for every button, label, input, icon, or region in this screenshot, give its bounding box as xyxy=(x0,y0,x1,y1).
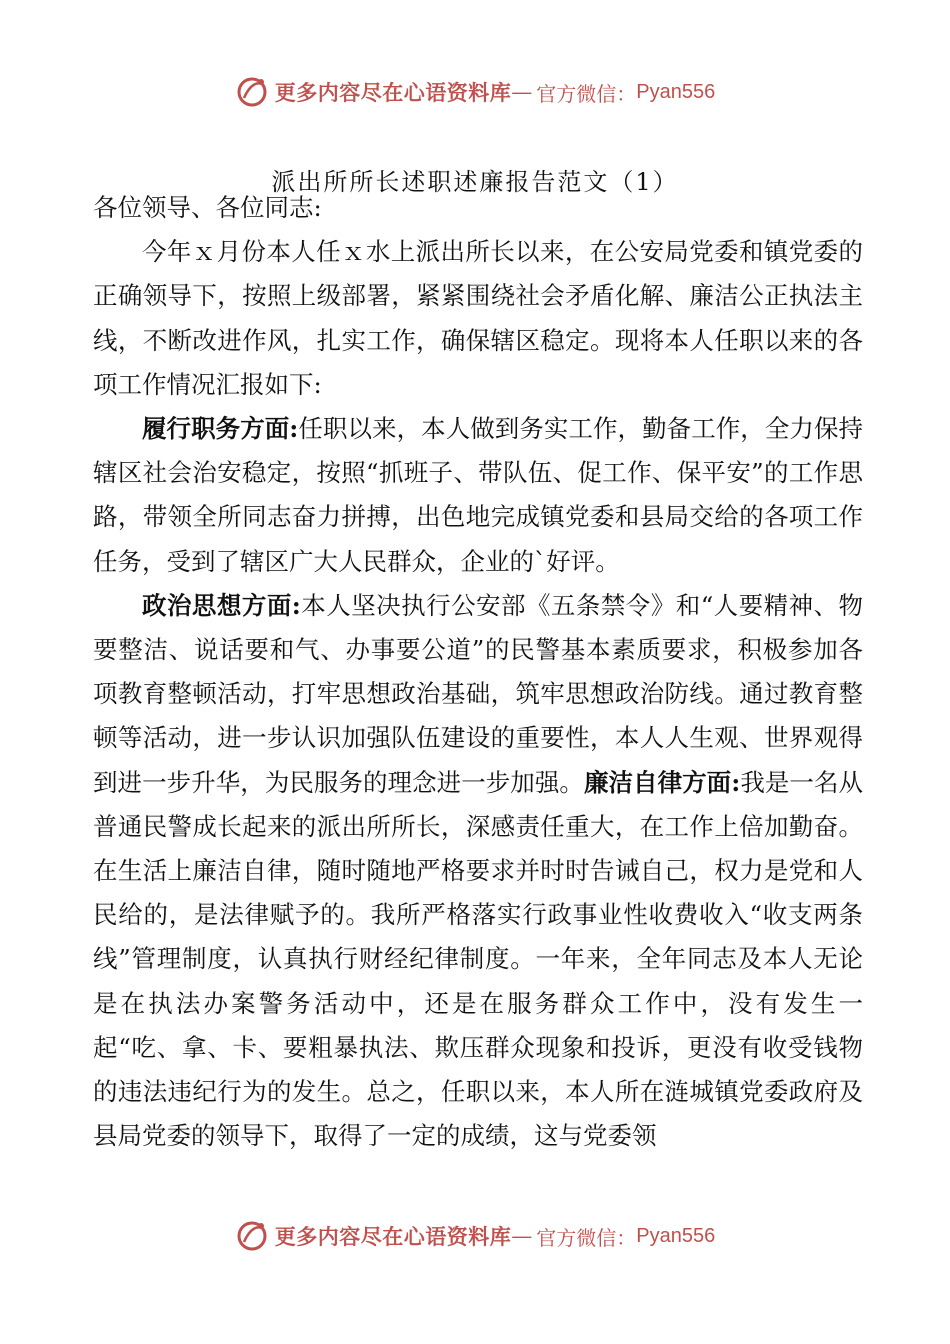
integrity-heading: 廉洁自律方面: xyxy=(583,767,741,797)
watermark-brand: 更多内容尽在心语资料库 xyxy=(274,1224,512,1249)
watermark-wechat-label: 官方微信： xyxy=(536,1225,637,1250)
watermark-brand: 更多内容尽在心语资料库 xyxy=(274,80,512,105)
document-title: 派出所所长述职述廉报告范文（1） xyxy=(271,168,679,196)
watermark-separator: — xyxy=(511,1224,533,1248)
integrity-text: 我是一名从普通民警成长起来的派出所所长，深感责任重大，在工作上倍加勤奋。在生活上廉洁自律，随时随地严格要求并时时告诫自己，权力是党和人民给的，是法律赋予的。我所严格落实行政事业性收费收入“收支两条线”管理制度，认真执行财经纪律制度。一年来，全年同志及本人无论是在执法办案警务活动中，还是在服务群众工作中，没有发生一起“吃、拿、卡、要粗暴执法、欺压群众现象和投诉，更没有收受钱物的违法违纪行为的发生。总之，任职以来，本人所在涟城镇党委政府及县局党委的领导下，取得了一定的成绩，这与党委领 xyxy=(93,767,863,1151)
watermark-wechat-label: 官方微信： xyxy=(536,81,637,106)
duty-text: 任职以来，本人做到务实工作，勤备工作，全力保持辖区社会治安稳定，按照“抓班子、带队伍、促工作、保平安”的工作思路，带领全所同志奋力拼搏，出色地完成镇党委和县局交给的各项工作任务，受到了辖区广大人民群众，企业的`好评。 xyxy=(93,414,864,576)
politics-heading: 政治思想方面: xyxy=(142,590,301,620)
duty-paragraph xyxy=(93,407,863,584)
intro-paragraph: 今年ｘ月份本人任ｘ水上派出所长以来，在公安局党委和镇党委的正确领导下，按照上级部署，紧紧围绕社会矛盾化解、廉洁公正执法主线，不断改进作风，扎实工作，确保辖区稳定。现将本人任职以来的各项工作情况汇报如下: xyxy=(93,237,863,399)
logo-icon xyxy=(235,74,271,110)
watermark-banner-top xyxy=(0,72,950,112)
duty-heading: 履行职务方面: xyxy=(142,414,299,444)
salutation: 各位领导、各位同志: xyxy=(93,193,322,222)
watermark-wechat-id: Pyan556 xyxy=(636,1224,716,1247)
politics-text: 本人坚决执行公安部《五条禁令》和“人要精神、物要整洁、说话要和气、办事要公道”的民警基本素质要求，积极参加各项教育整顿活动，打牢思想政治基础，筑牢思想政治防线。通过教育整顿等活动，进一步认识加强队伍建设的重要性，本人人生观、世界观得到进一步升华，为民服务的理念进一步加强。 xyxy=(93,590,863,797)
document-body xyxy=(93,186,863,1158)
politics-paragraph xyxy=(93,584,863,1159)
watermark-banner-bottom xyxy=(0,1216,950,1256)
watermark-separator: — xyxy=(511,80,533,104)
watermark-wechat-id: Pyan556 xyxy=(636,80,716,103)
logo-icon xyxy=(235,1218,271,1254)
